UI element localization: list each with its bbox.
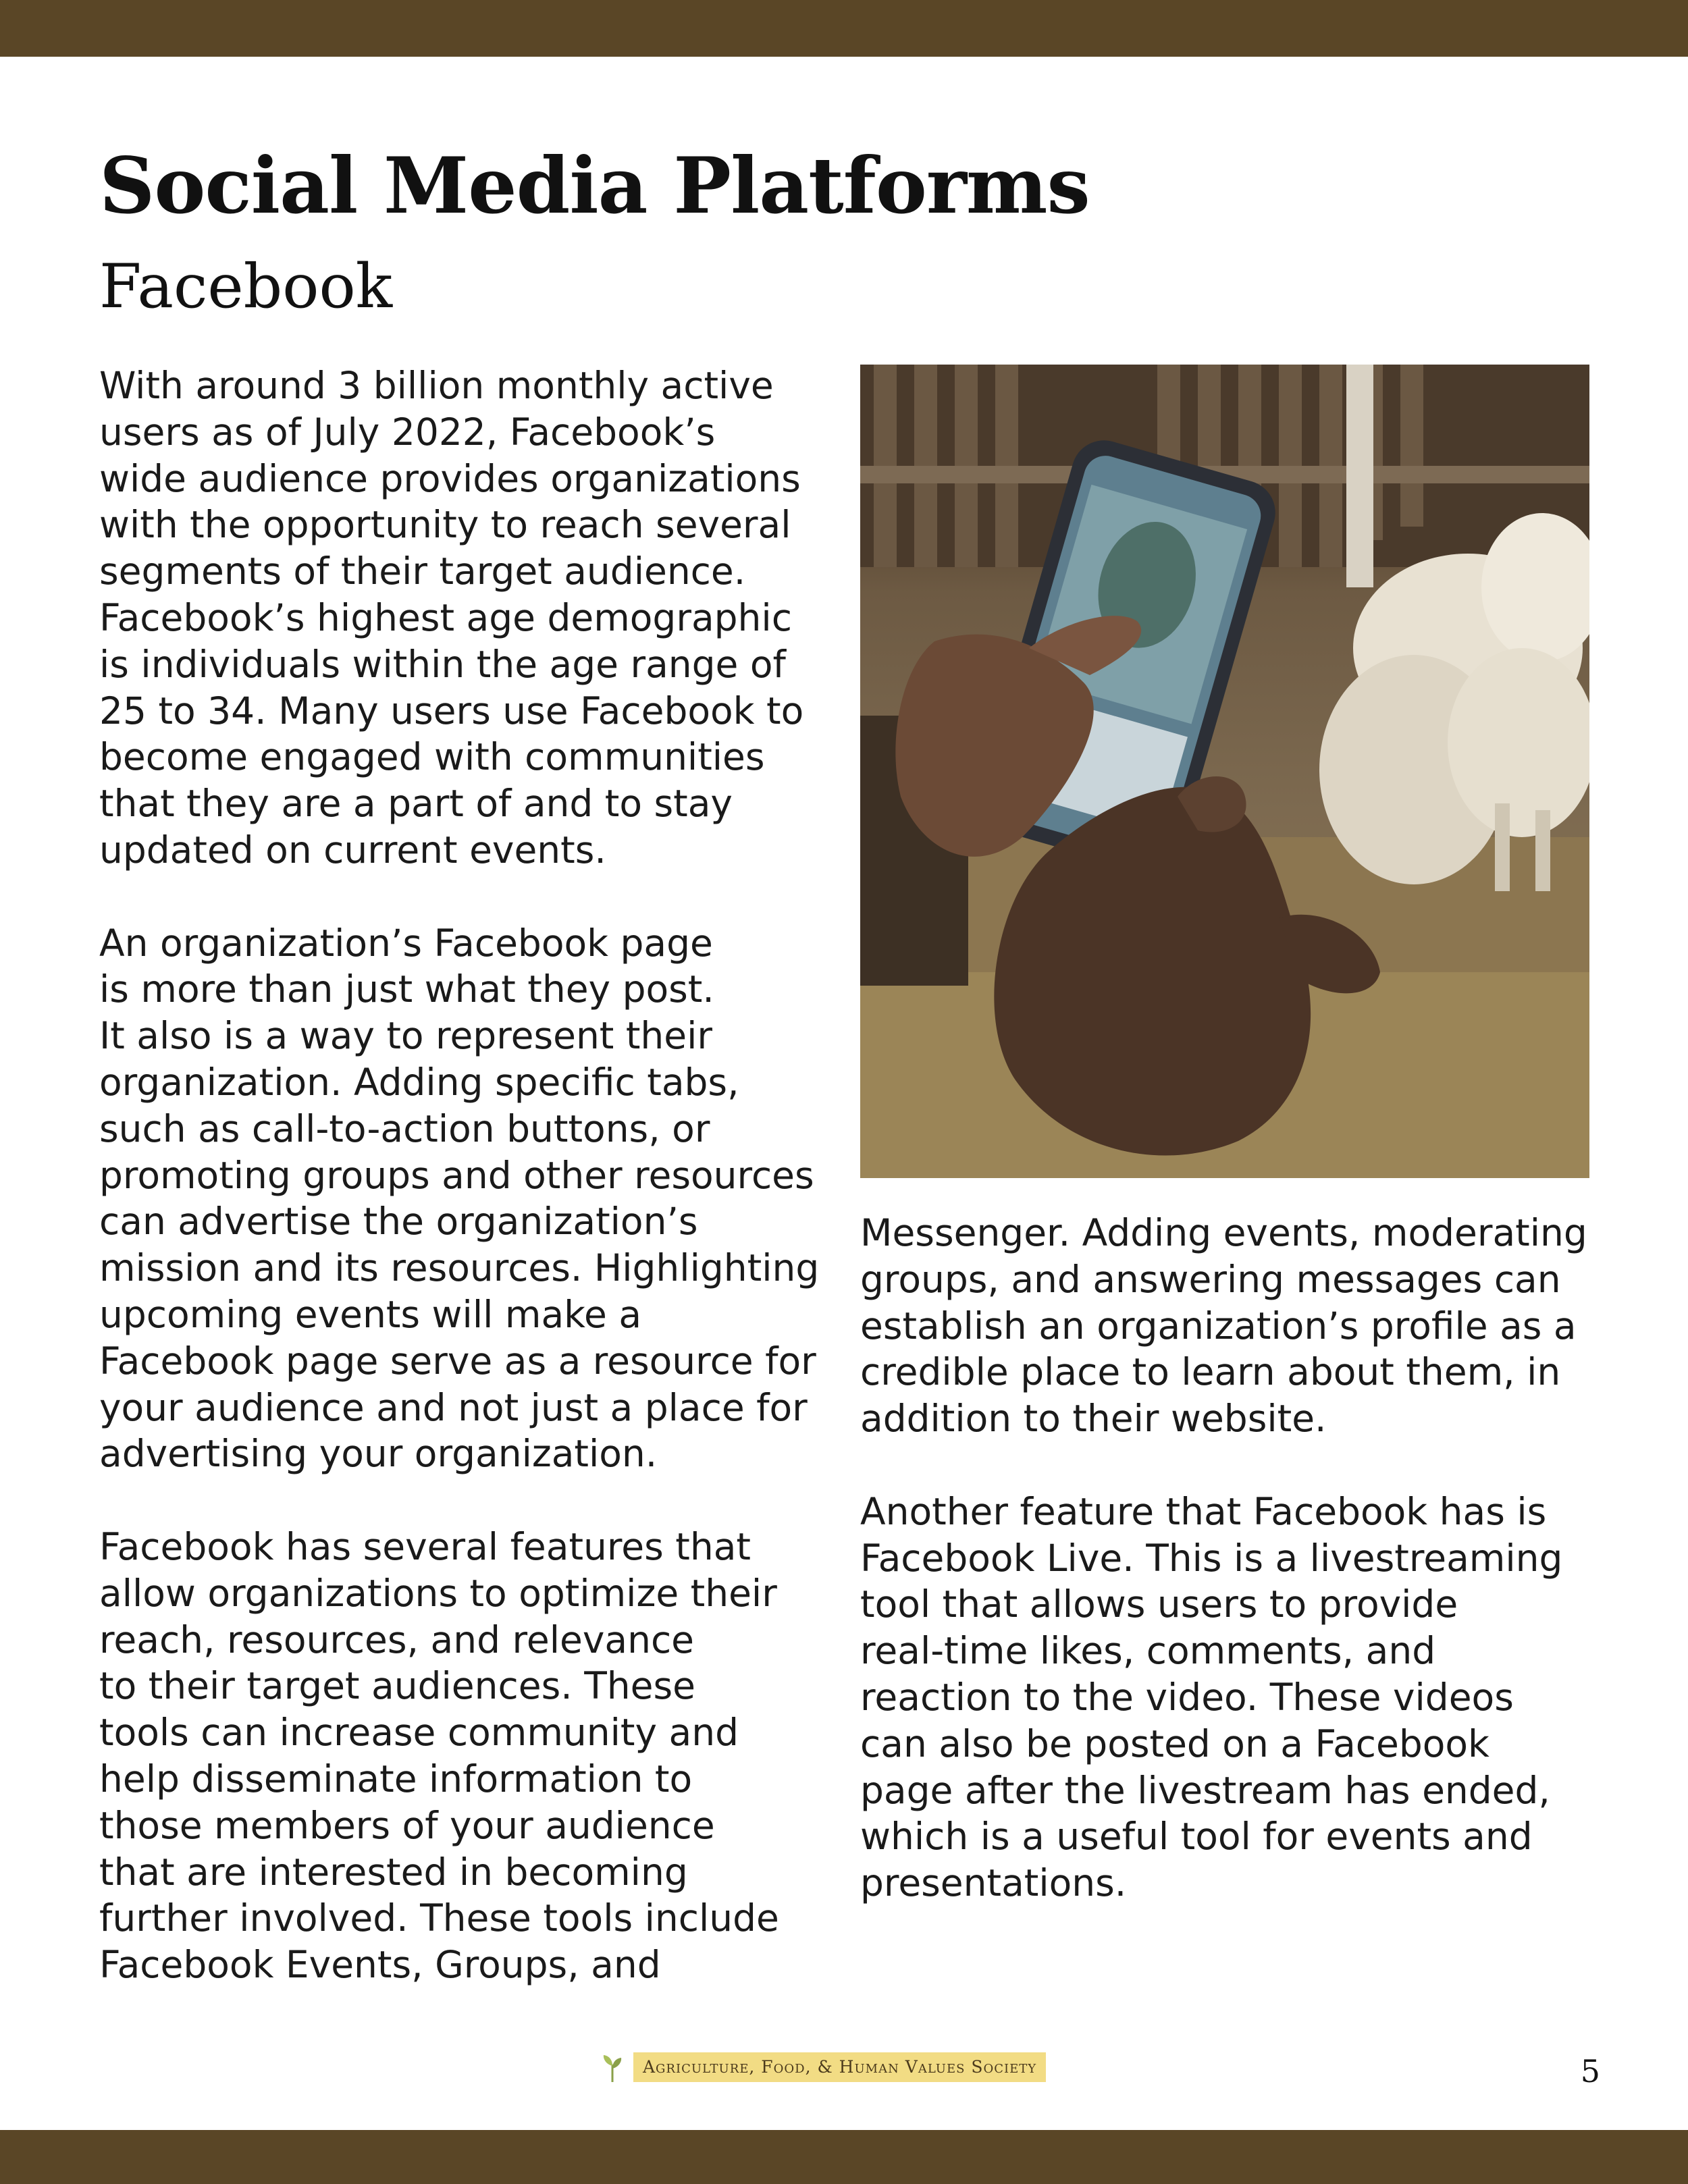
paragraph-features: Facebook has several features that allow organizations to optimize their reach, resources, and relevance to their target audiences. These tools can increase community and help disseminate information to those members of your audience that are interested in becoming further involved. These tools include Facebook Events, Groups, and [99,1524,779,1987]
paragraph-facebook-live: Another feature that Facebook has is Facebook Live. This is a livestreaming tool that allows users to provide real-time likes, comments, and reaction to the video. These videos can also be posted on a Facebook page after the livestream has ended, which is a useful tool for events and presentations. [860,1489,1563,1905]
footer-society-logo [601,2052,1046,2082]
page-number: 5 [1580,2053,1600,2089]
society-name-badge: Agriculture, Food, & Human Values Society [633,2052,1046,2082]
left-column [99,363,842,1988]
phone-with-sheep-photo [860,365,1589,1178]
photo-illustration [860,365,1589,1178]
page-title: Social Media Platforms [99,140,1090,231]
paragraph-audience: With around 3 billion monthly active users as of July 2022, Facebook’s wide audience provides organizations with the opportunity to reach several segments of their target audience. Facebook’s highest age demographic is individuals within the age range of 25 to 34. Many users use Facebook to become engaged with communities that they are a part of and to stay updated on current events. [99,364,804,872]
paragraph-messenger: Messenger. Adding events, moderating groups, and answering messages can establish an organization’s profile as a credible place to learn about them, in addition to their website. [860,1211,1587,1441]
paragraph-facebook-page: An organization’s Facebook page is more than just what they post. It also is a way to represent their organization. Adding specific tabs, such as call-to-action buttons, or promoting groups and other resources can advertise the organization’s mission and its resources. Highlighting upcoming events will make a Facebook page serve as a resource for your audience and not just a place for advertising your organization. [99,921,820,1476]
sprout-icon [601,2052,624,2082]
section-subtitle: Facebook [99,251,393,322]
right-column [860,1210,1603,1907]
bottom-band [0,2130,1688,2184]
top-band [0,0,1688,57]
